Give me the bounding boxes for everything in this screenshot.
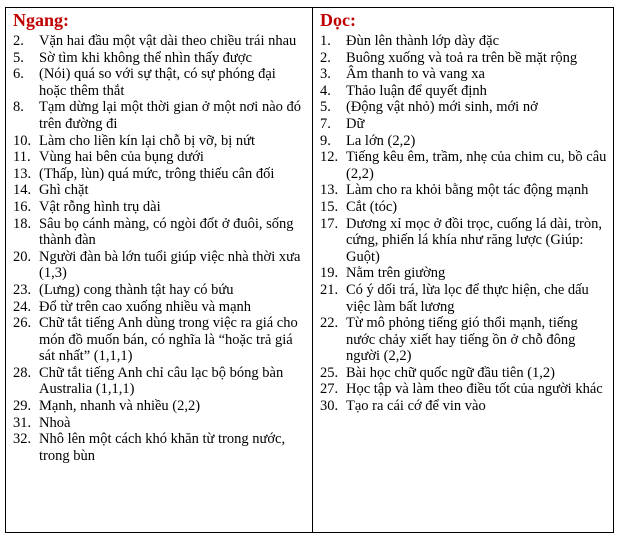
down-clue <box>320 66 607 83</box>
down-clue <box>320 199 607 216</box>
clue-text: Từ mô phỏng tiếng gió thổi mạnh, tiếng nước chảy xiết hay tiếng ồn ở chỗ đông người (2,2) <box>346 315 578 365</box>
down-clue <box>320 381 607 398</box>
clue-number: 19. <box>320 265 339 282</box>
down-clue <box>320 265 607 282</box>
across-clue <box>13 166 306 183</box>
clue-number: 11. <box>13 149 31 166</box>
across-clue <box>13 133 306 150</box>
clue-number: 30. <box>320 398 339 415</box>
clue-number: 24. <box>13 298 32 315</box>
clue-text: Đổ từ trên cao xuống nhiều và mạnh <box>39 298 252 315</box>
clue-text: (Động vật nhỏ) mới sinh, mới nở <box>346 99 538 116</box>
down-clue <box>320 133 607 150</box>
across-clue <box>13 431 306 464</box>
clue-text: Âm thanh to và vang xa <box>346 66 485 83</box>
clue-text: Cắt (tóc) <box>346 198 398 215</box>
clue-text: Sờ tìm khi không thể nhìn thấy được <box>39 49 252 66</box>
clue-text: (Nói) quá so với sự thật, có sự phóng đại hoặc thêm thắt <box>39 66 276 99</box>
across-clue <box>13 50 306 67</box>
across-clue <box>13 282 306 299</box>
clue-text: Người đàn bà lớn tuổi giúp việc nhà thời xưa (1,3) <box>39 248 301 282</box>
down-clue <box>320 116 607 133</box>
down-clue <box>320 282 607 315</box>
down-clue <box>320 182 607 199</box>
clue-number: 8. <box>13 99 24 116</box>
across-clue <box>13 99 306 132</box>
across-clue <box>13 33 306 50</box>
clue-text: Thảo luận để quyết định <box>346 82 487 99</box>
across-column <box>6 8 313 532</box>
clue-text: (Lưng) cong thành tật hay có bứu <box>39 281 234 298</box>
down-clue <box>320 99 607 116</box>
clue-number: 10. <box>13 132 32 149</box>
clue-text: Nhô lên một cách khó khăn từ trong nước, trong bùn <box>39 431 286 464</box>
clue-number: 28. <box>13 364 32 381</box>
clue-text: Nằm trên giường <box>346 265 446 282</box>
down-clue <box>320 83 607 100</box>
clue-text: Nhoà <box>39 414 71 431</box>
clue-text: Sâu bọ cánh màng, có ngòi đốt ở đuôi, sống thành đàn <box>39 215 294 249</box>
clue-number: 15. <box>320 198 339 215</box>
clue-number: 7. <box>320 115 331 132</box>
clue-text: Học tập và làm theo điều tốt của người khác <box>346 381 603 398</box>
clue-number: 2. <box>320 49 331 66</box>
across-clue <box>13 199 306 216</box>
clue-text: Làm cho ra khỏi bằng một tác động mạnh <box>346 182 589 199</box>
across-clue <box>13 66 306 99</box>
down-clue <box>320 149 607 182</box>
across-clue <box>13 315 306 365</box>
clue-number: 21. <box>320 281 339 298</box>
clue-number: 23. <box>13 281 32 298</box>
clue-text: Dữ <box>346 115 365 132</box>
clue-number: 25. <box>320 364 339 381</box>
clue-text: Vùng hai bên của bụng dưới <box>39 149 204 166</box>
clue-number: 12. <box>320 149 339 166</box>
clue-text: Tiếng kêu êm, trầm, nhẹ của chim cu, bồ câu (2,2) <box>346 149 607 182</box>
crossword-clues-table <box>5 7 614 533</box>
clue-number: 32. <box>13 431 32 448</box>
clue-text: Buông xuống và toả ra trên bề mặt rộng <box>346 49 578 66</box>
clue-number: 22. <box>320 315 339 332</box>
clue-text: Tạo ra cái cớ để vin vào <box>346 398 486 415</box>
clue-number: 20. <box>13 248 32 265</box>
down-heading: Dọc: <box>320 10 356 30</box>
clue-text: (Thấp, lùn) quá mức, trông thiếu cân đối <box>39 165 275 182</box>
down-clue <box>320 315 607 365</box>
clue-number: 1. <box>320 33 331 49</box>
clue-text: La lớn (2,2) <box>346 132 416 149</box>
clue-text: Đùn lên thành lớp dày đặc <box>346 33 500 49</box>
clue-number: 31. <box>13 414 32 431</box>
clue-number: 14. <box>13 182 32 199</box>
clue-text: Chữ tắt tiếng Anh dùng trong việc ra giá cho món đồ muốn bán, có nghĩa là “hoặc trả giá sát nhất” (1,1,1) <box>39 315 298 365</box>
clue-number: 2. <box>13 33 24 49</box>
clue-number: 29. <box>13 398 32 415</box>
down-clue <box>320 216 607 266</box>
across-clue <box>13 182 306 199</box>
clue-number: 18. <box>13 215 32 232</box>
across-heading: Ngang: <box>13 10 70 30</box>
clue-text: Làm cho liền kín lại chỗ bị vỡ, bị nứt <box>39 132 256 149</box>
down-clue <box>320 50 607 67</box>
clue-number: 3. <box>320 66 331 83</box>
across-clue <box>13 149 306 166</box>
clue-number: 17. <box>320 215 339 232</box>
clue-number: 5. <box>320 99 331 116</box>
across-clue <box>13 365 306 398</box>
clue-number: 16. <box>13 198 32 215</box>
down-clue <box>320 398 607 415</box>
clue-text: Mạnh, nhanh và nhiều (2,2) <box>39 398 201 415</box>
clue-text: Dương xỉ mọc ở đồi trọc, cuống lá dài, tròn, cứng, phiến lá khía như răng lược (Giúp: Guột) <box>346 215 602 265</box>
down-clue-list <box>320 33 607 415</box>
clue-text: Bài học chữ quốc ngữ đầu tiên (1,2) <box>346 364 555 381</box>
clue-number: 26. <box>13 315 32 332</box>
across-clue <box>13 216 306 249</box>
clue-number: 27. <box>320 381 339 398</box>
down-column <box>313 8 613 532</box>
clue-number: 4. <box>320 82 331 99</box>
clue-number: 9. <box>320 132 331 149</box>
clue-text: Ghì chặt <box>39 182 89 199</box>
across-clue <box>13 249 306 282</box>
down-clue <box>320 365 607 382</box>
clue-text: Vặn hai đầu một vật dài theo chiều trái nhau <box>39 33 297 49</box>
clue-number: 5. <box>13 49 24 66</box>
clue-text: Có ý dối trá, lừa lọc để thực hiện, che dấu việc làm bất lương <box>346 281 589 315</box>
clue-number: 13. <box>13 165 32 182</box>
across-clue <box>13 398 306 415</box>
clue-text: Vật rỗng hình trụ dài <box>39 198 161 215</box>
across-clue-list <box>13 33 306 464</box>
across-clue <box>13 299 306 316</box>
clue-text: Tạm dừng lại một thời gian ở một nơi nào đó trên đường đi <box>39 99 302 132</box>
clue-number: 13. <box>320 182 339 199</box>
clue-number: 6. <box>13 66 24 83</box>
down-clue <box>320 33 607 50</box>
across-clue <box>13 415 306 432</box>
clue-text: Chữ tắt tiếng Anh chỉ câu lạc bộ bóng bàn Australia (1,1,1) <box>39 364 284 398</box>
